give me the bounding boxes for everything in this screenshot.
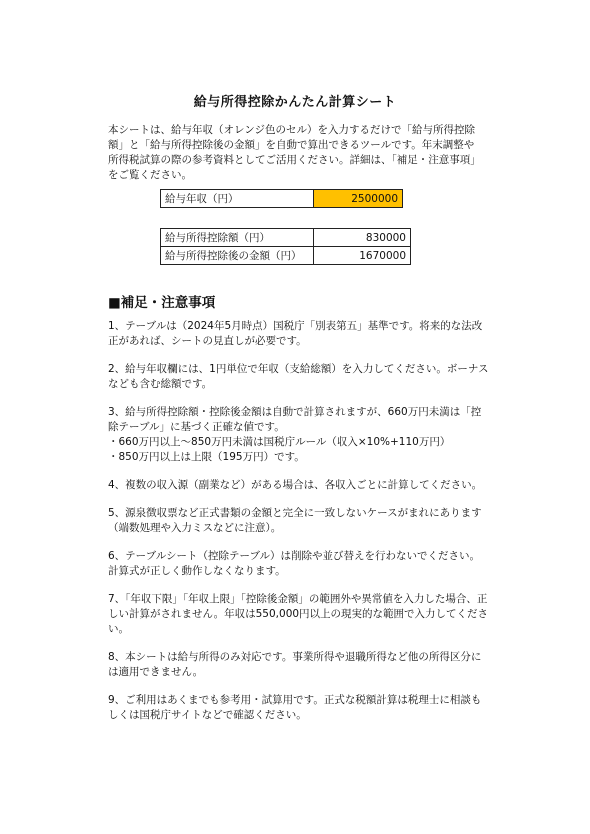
note-subitem: ・660万円以上～850万円未満は国税庁ルール（収入×10%+110万円） (108, 436, 451, 448)
notes-heading: ■補足・注意事項 (108, 295, 216, 311)
note-item: 8、本シートは給与所得のみ対応です。事業所得や退職所得など他の所得区分には適用できません。 (108, 651, 482, 678)
after-deduction-value: 1670000 (314, 247, 411, 265)
salary-input[interactable] (314, 190, 402, 207)
note-subitem: ・850万円以上は上限（195万円）です。 (108, 451, 305, 463)
deduction-amount-label: 給与所得控除額（円） (161, 229, 314, 247)
note-item: 4、複数の収入源（副業など）がある場合は、各収入ごとに計算してください。 (108, 479, 483, 491)
notes-list (108, 319, 490, 736)
page-title: 給与所得控除かんたん計算シート (193, 95, 397, 110)
table-row (161, 247, 411, 265)
note-item: 9、ご利用はあくまでも参考用・試算用です。正式な税額計算は税理士に相談もしくは国税庁サイトなどで確認ください。 (108, 694, 482, 721)
note-item (108, 405, 490, 465)
intro-paragraph: 本シートは、給与年収（オレンジ色のセル）を入力するだけで「給与所得控除額」と「給与所得控除後の金額」を自動で算出できるツールです。年末調整や所得税試算の際の参考資料としてご活用ください。詳細は、「補足・注意事項」をご覧ください。 (108, 124, 476, 181)
note-item: 2、給与年収欄には、1円単位で年収（支給総額）を入力してください。ボーナスなども含む総額です。 (108, 363, 489, 390)
salary-input-row (161, 190, 403, 208)
deduction-result-table (160, 228, 411, 265)
after-deduction-label: 給与所得控除後の金額（円） (161, 247, 314, 265)
salary-input-table (160, 189, 403, 208)
note-text: 3、給与所得控除額・控除後金額は自動で計算されますが、660万円未満は「控除テーブル」に基づく正確な値です。 (108, 406, 482, 433)
salary-input-cell[interactable] (314, 190, 403, 208)
note-item: 1、テーブルは（2024年5月時点）国税庁「別表第五」基準です。将来的な法改正があれば、シートの見直しが必要です。 (108, 320, 483, 347)
deduction-amount-value: 830000 (314, 229, 411, 247)
note-item: 5、源泉徴収票など正式書類の金額と完全に一致しないケースがまれにあります（端数処理や入力ミスなどに注意）。 (108, 507, 482, 534)
note-item: 7、「年収下限」「年収上限」「控除後金額」の範囲外や異常値を入力した場合、正しい計算がされません。年収は550,000円以上の現実的な範囲で入力してください。 (108, 593, 489, 635)
table-row (161, 229, 411, 247)
salary-label: 給与年収（円） (161, 190, 314, 208)
note-item: 6、テーブルシート（控除テーブル）は削除や並び替えを行わないでください。計算式が正しく動作しなくなります。 (108, 550, 481, 577)
